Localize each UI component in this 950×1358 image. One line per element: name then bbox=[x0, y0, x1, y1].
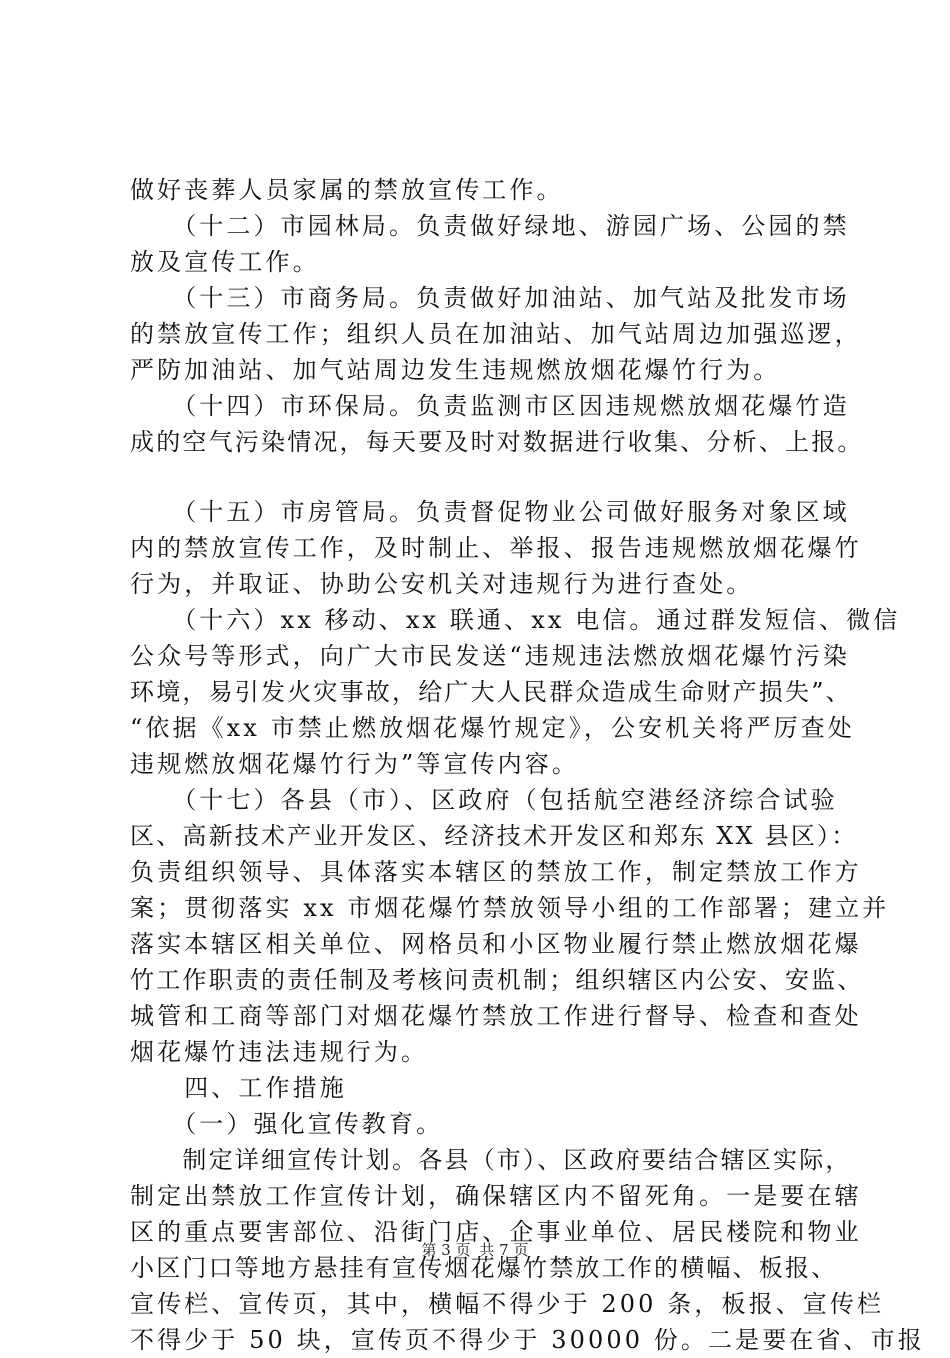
text-line: 竹工作职责的责任制及考核问责机制；组织辖区内公安、安监、 bbox=[130, 966, 864, 994]
text-line: 行为，并取证、协助公安机关对违规行为进行查处。 bbox=[130, 570, 754, 598]
text-line: 区的重点要害部位、沿街门店、企事业单位、居民楼院和物业 bbox=[130, 1218, 862, 1246]
text-line: 制定详细宣传计划。各县（市）、区政府要结合辖区实际， bbox=[130, 1146, 852, 1174]
text-line: （十七）各县（市）、区政府（包括航空港经济综合试验 bbox=[130, 786, 838, 814]
text-line: 烟花爆竹违法违规行为。 bbox=[130, 1038, 429, 1066]
text-line: 的禁放宣传工作；组织人员在加油站、加气站周边加强巡逻， bbox=[130, 320, 862, 348]
text-line: （十四）市环保局。负责监测市区因违规燃放烟花爆竹造 bbox=[130, 392, 850, 420]
section-heading: 四、工作措施 bbox=[130, 1074, 347, 1102]
text-line: 成的空气污染情况，每天要及时对数据进行收集、分析、上报。 bbox=[130, 428, 864, 456]
text-line: 负责组织领导、具体落实本辖区的禁放工作，制定禁放工作方 bbox=[130, 858, 862, 886]
text-line: （十六）xx 移动、xx 联通、xx 电信。通过群发短信、微信 bbox=[130, 606, 901, 634]
text-line: 城管和工商等部门对烟花爆竹禁放工作进行督导、检查和查处 bbox=[130, 1002, 862, 1030]
text-line: 制定出禁放工作宣传计划，确保辖区内不留死角。一是要在辖 bbox=[130, 1182, 862, 1210]
text-line: 小区门口等地方悬挂有宣传烟花爆竹禁放工作的横幅、板报、 bbox=[130, 1254, 838, 1282]
subsection-heading: （一）强化宣传教育。 bbox=[130, 1110, 444, 1138]
page-total: 共 7 页 bbox=[479, 1241, 529, 1259]
text-line: “依据《xx 市禁止燃放烟花爆竹规定》，公安机关将严厉查处 bbox=[130, 714, 855, 742]
text-line: 做好丧葬人员家属的禁放宣传工作。 bbox=[130, 176, 564, 204]
text-line: 不得少于 50 块，宣传页不得少于 30000 份。二是要在省、市报 bbox=[130, 1326, 925, 1354]
page-footer bbox=[0, 1240, 950, 1260]
text-line: 严防加油站、加气站周边发生违规燃放烟花爆竹行为。 bbox=[130, 356, 781, 384]
text-line: （十五）市房管局。负责督促物业公司做好服务对象区域 bbox=[130, 498, 850, 526]
text-line: （十二）市园林局。负责做好绿地、游园广场、公园的禁 bbox=[130, 212, 850, 240]
page-number: 第 3 页 bbox=[421, 1241, 471, 1259]
text-line: 内的禁放宣传工作，及时制止、举报、报告违规燃放烟花爆竹 bbox=[130, 534, 862, 562]
text-line: 违规燃放烟花爆竹行为”等宣传内容。 bbox=[130, 750, 579, 778]
text-line: 环境，易引发火灾事故，给广大人民群众造成生命财产损失”、 bbox=[130, 678, 852, 706]
text-line: 公众号等形式，向广大市民发送“违规违法燃放烟花爆竹污染 bbox=[130, 642, 850, 670]
text-line: 落实本辖区相关单位、网格员和小区物业履行禁止燃放烟花爆 bbox=[130, 930, 862, 958]
text-line: 案；贯彻落实 xx 市烟花爆竹禁放领导小组的工作部署；建立并 bbox=[130, 894, 890, 922]
text-line: 宣传栏、宣传页，其中，横幅不得少于 200 条，板报、宣传栏 bbox=[130, 1290, 885, 1318]
text-line: （十三）市商务局。负责做好加油站、加气站及批发市场 bbox=[130, 284, 850, 312]
text-line: 放及宣传工作。 bbox=[130, 248, 320, 276]
document-body bbox=[130, 172, 925, 1358]
text-line: 区、高新技术产业开发区、经济技术开发区和郑东 XX 县区）： bbox=[130, 822, 858, 850]
